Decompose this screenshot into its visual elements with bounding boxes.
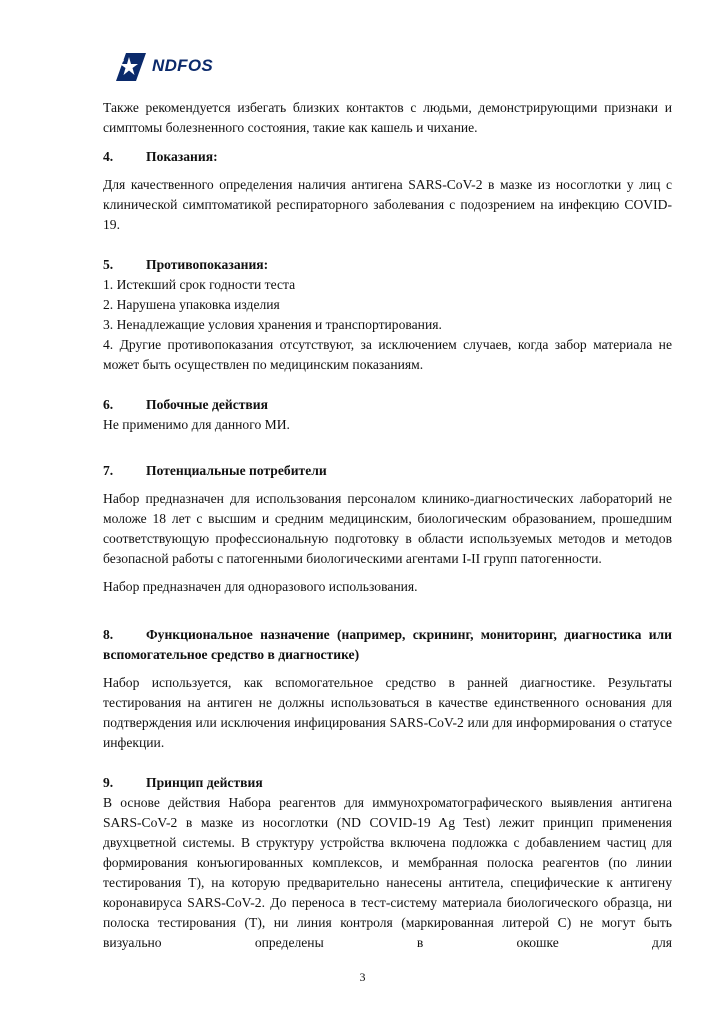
section-5-title: Противопоказания: [146,257,269,272]
contraindication-item-3: 3. Ненадлежащие условия хранения и транспортирования. [103,317,442,332]
section-4-text: Для качественного определения наличия антигена SARS-CoV-2 в мазке из носоглотки у лиц с клинической симптоматикой респираторного заболевания с подозрением на инфекцию COVID-19. [103,177,672,232]
contraindication-item-2: 2. Нарушена упаковка изделия [103,297,280,312]
document-body [103,98,672,953]
section-8-text: Набор используется, как вспомогательное средство в ранней диагностике. Результаты тестирования на антиген не должны использоваться в качестве единственного основания для подтверждения или исключения инфицирования SARS-CoV-2 или для информирования о статусе инфекции. [103,675,672,750]
section-7-text-1: Набор предназначен для использования персоналом клинико-диагностических лабораторий не моложе 18 лет с высшим и средним медицинским, биологическим образованием, прошедшим соответствующую профессиональную подготовку в области используемых методов и методов безопасной работы с патогенными биологическими агентами I-II групп патогенности. [103,491,672,566]
section-5-number: 5. [103,257,114,272]
section-7-text-2: Набор предназначен для одноразового использования. [103,579,418,594]
section-8-number: 8. [103,627,114,642]
page-number: 3 [359,970,366,984]
section-6-number: 6. [103,397,114,412]
section-7-heading [103,461,672,481]
section-4-heading [103,147,672,167]
section-6-heading [103,395,672,415]
logo-text: NDFOS [152,56,213,75]
section-6-text: Не применимо для данного МИ. [103,417,290,432]
section-4-title: Показания: [146,149,218,164]
section-9-text: В основе действия Набора реагентов для иммунохроматографического выявления антигена SARS-CoV-2 в мазке из носоглотки (ND COVID-19 Ag Test) лежит принцип применения двухцветной системы. В структуру устройства включена подложка с добавлением частиц для формирования конъюгированных комплексов, и мембранная полоска реагентов (по линии тестирования T), на которую предварительно нанесены антитела, специфические к антигену коронавируса SARS-CoV-2. До переноса в тест-систему материала биологического образца, ни полоска тестирования (T), ни линия контроля (маркированная литерой C) не могут быть визуально определены в окошке для [103,795,672,950]
ndfos-star-icon [112,51,148,81]
contraindication-item-4: 4. Другие противопоказания отсутствуют, за исключением случаев, когда забор материала не может быть осуществлен по медицинским показаниям. [103,337,672,372]
ndfos-logo [112,50,213,82]
section-9-number: 9. [103,775,114,790]
section-9-title: Принцип действия [146,775,263,790]
section-8-heading [103,625,672,665]
section-4-number: 4. [103,149,114,164]
section-7-number: 7. [103,463,114,478]
section-6-title: Побочные действия [146,397,268,412]
section-7-title: Потенциальные потребители [146,463,327,478]
section-8-title: Функциональное назначение (например, скрининг, мониторинг, диагностика или вспомогательное средство в диагностике) [103,627,672,662]
section-5-heading [103,255,672,275]
section-9-heading [103,773,672,793]
intro-paragraph: Также рекомендуется избегать близких контактов с людьми, демонстрирующими признаки и симптомы болезненного состояния, такие как кашель и чихание. [103,100,672,135]
contraindication-item-1: 1. Истекший срок годности теста [103,277,296,292]
